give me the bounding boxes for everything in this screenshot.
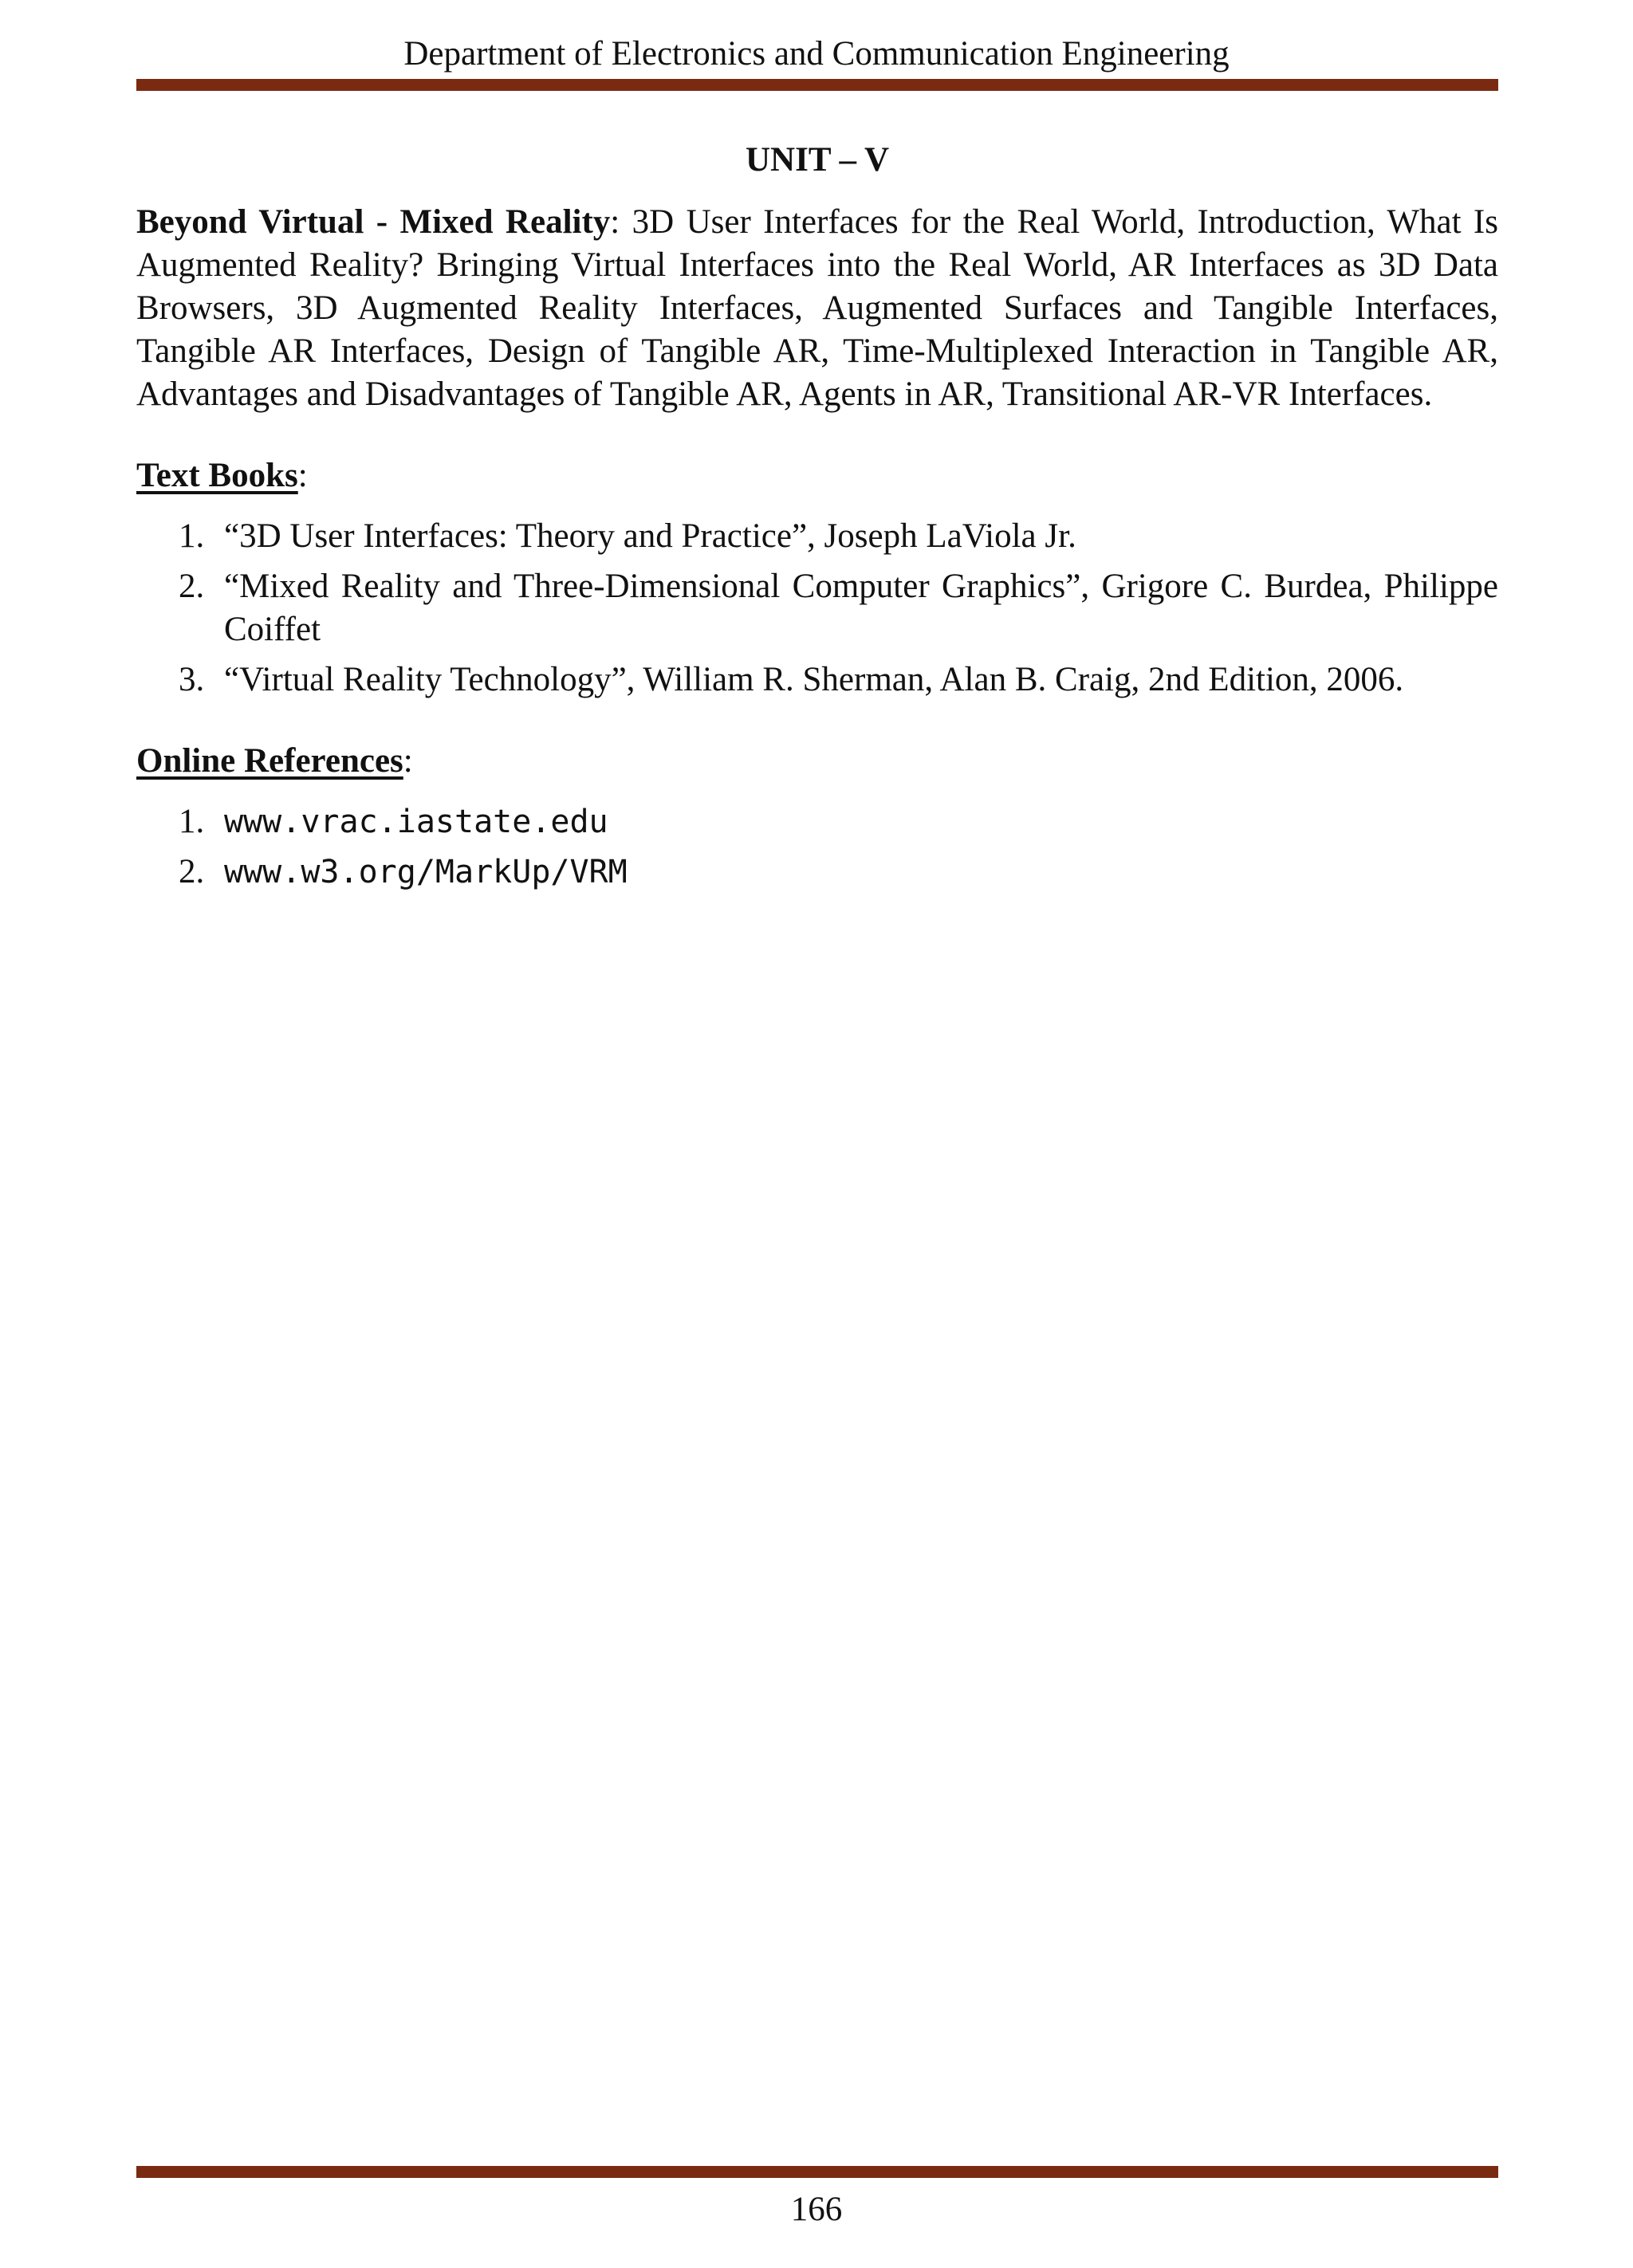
text-books-list (136, 515, 1498, 702)
list-item-number: 1. (179, 803, 205, 840)
text-books-heading: Text Books (136, 457, 298, 494)
online-references-list (136, 800, 1498, 894)
text-books-heading-line (136, 454, 1498, 497)
list-item (136, 658, 1498, 702)
list-item (136, 800, 1498, 843)
list-item (136, 515, 1498, 558)
page-header: Department of Electronics and Communication Engineering (403, 35, 1230, 73)
online-references-colon: : (403, 742, 413, 780)
list-item-number: 2. (179, 568, 205, 605)
footer-rule (136, 2166, 1498, 2178)
unit-title: UNIT – V (745, 141, 890, 179)
text-book-1: “3D User Interfaces: Theory and Practice”, Joseph LaViola Jr. (224, 517, 1076, 555)
list-item-number: 1. (179, 517, 205, 555)
page-content (136, 136, 1498, 901)
unit-description: 3D User Interfaces for the Real World, Introduction, What Is Augmented Reality? Bringing Virtual Interfaces into the Real World, AR Interfaces as 3D Data Browsers, 3D Augmented Reality Interfaces, Augmented Surfaces and Tangible Interfaces, Tangible AR Interfaces, Design of Tangible AR, Time-Multiplexed Interaction in Tangible AR, Advantages and Disadvantages of Tangible AR, Agents in AR, Transitional AR-VR Interfaces. (136, 203, 1498, 413)
online-reference-1[interactable]: www.vrac.iastate.edu (224, 804, 608, 840)
online-references-heading-line (136, 740, 1498, 783)
list-item-number: 2. (179, 853, 205, 890)
list-item (136, 565, 1498, 651)
online-reference-2[interactable]: www.w3.org/MarkUp/VRM (224, 854, 628, 890)
unit-topic: Beyond Virtual - Mixed Reality (136, 203, 611, 241)
page-number: 166 (790, 2191, 843, 2228)
list-item (136, 851, 1498, 894)
list-item-number: 3. (179, 661, 205, 698)
text-books-colon: : (297, 457, 308, 494)
unit-syllabus-paragraph (136, 201, 1498, 416)
unit-topic-colon: : (610, 203, 620, 241)
text-book-3: “Virtual Reality Technology”, William R. Sherman, Alan B. Craig, 2nd Edition, 2006. (224, 661, 1404, 698)
header-rule (136, 79, 1498, 91)
text-book-2: “Mixed Reality and Three-Dimensional Computer Graphics”, Grigore C. Burdea, Philippe Coiffet (224, 568, 1498, 648)
online-references-heading: Online References (136, 742, 403, 780)
